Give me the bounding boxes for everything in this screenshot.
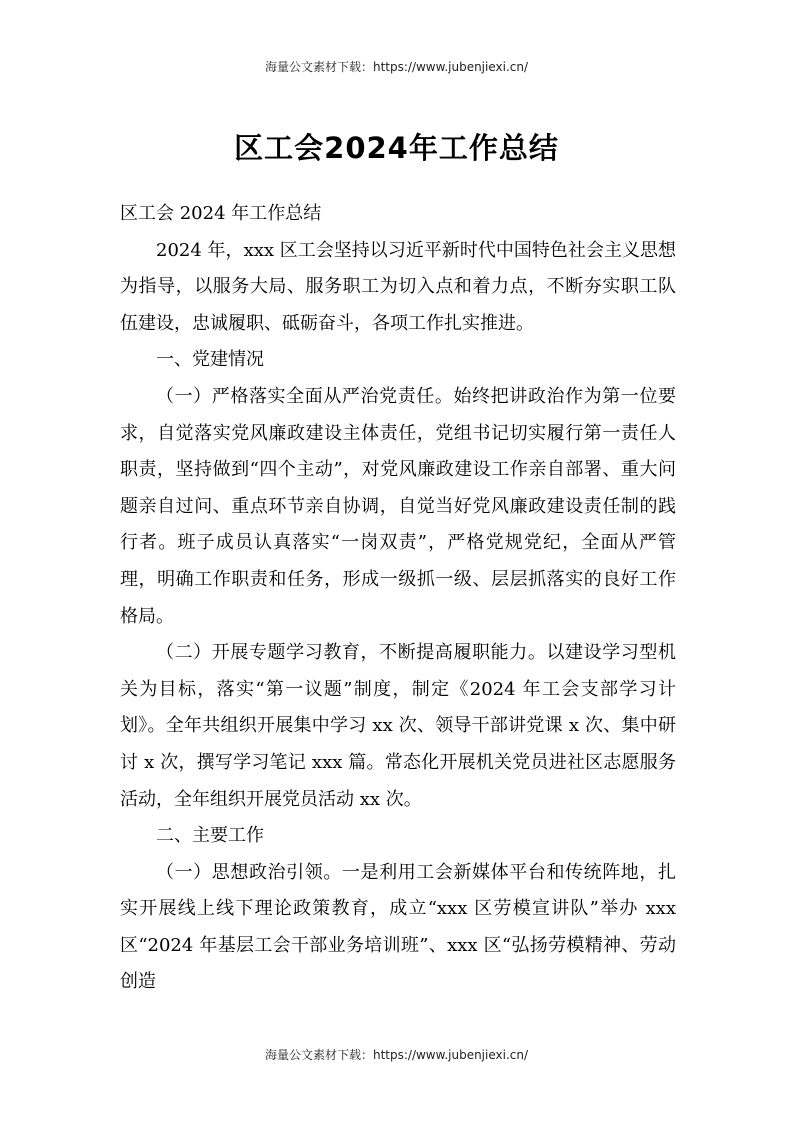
section-heading-party-building: 一、党建情况 xyxy=(156,349,264,371)
document-title: 区工会2024年工作总结 xyxy=(234,131,559,165)
subtitle-paragraph: 区工会 2024 年工作总结 xyxy=(120,203,322,224)
party-building-paragraph-1: （一）严格落实全面从严治党责任。始终把讲政治作为第一位要求，自觉落实党风廉政建设主体责任，党组书记切实履行第一责任人职责，坚持做到“四个主动”，对党风廉政建设工作亲自部署、重大问题亲自过问、重点环节亲自协调，自觉当好党风廉政建设责任制的践行者。班子成员认真落实“一岗双责”，严格党规党纪，全面从严管理，明确工作职责和任务，形成一级抓一级、层层抓落实的良好工作格局。 xyxy=(120,385,676,627)
document-body xyxy=(120,196,676,1001)
page-footer: 海量公文素材下载：https://www.jubenjiexi.cn/ xyxy=(264,1048,529,1062)
section-heading-main-work: 二、主要工作 xyxy=(156,825,264,847)
main-work-paragraph-1: （一）思想政治引领。一是利用工会新媒体平台和传统阵地，扎实开展线上线下理论政策教育，成立“xxx 区劳模宣讲队”举办 xxx 区“2024 年基层工会干部业务培训班”、xxx 区“弘扬劳模精神、劳动创造 xyxy=(120,861,676,993)
intro-paragraph: 2024 年，xxx 区工会坚持以习近平新时代中国特色社会主义思想为指导，以服务大局、服务职工为切入点和着力点，不断夯实职工队伍建设，忠诚履职、砥砺奋斗，各项工作扎实推进。 xyxy=(120,239,676,334)
page-header: 海量公文素材下载：https://www.jubenjiexi.cn/ xyxy=(264,60,529,74)
party-building-paragraph-2: （二）开展专题学习教育，不断提高履职能力。以建设学习型机关为目标，落实“第一议题”制度，制定《2024 年工会支部学习计划》。全年共组织开展集中学习 xx 次、领导干部讲党课 x 次、集中研讨 x 次，撰写学习笔记 xxx 篇。常态化开展机关党员进社区志愿服务活动，全年组织开展党员活动 xx 次。 xyxy=(120,642,676,810)
